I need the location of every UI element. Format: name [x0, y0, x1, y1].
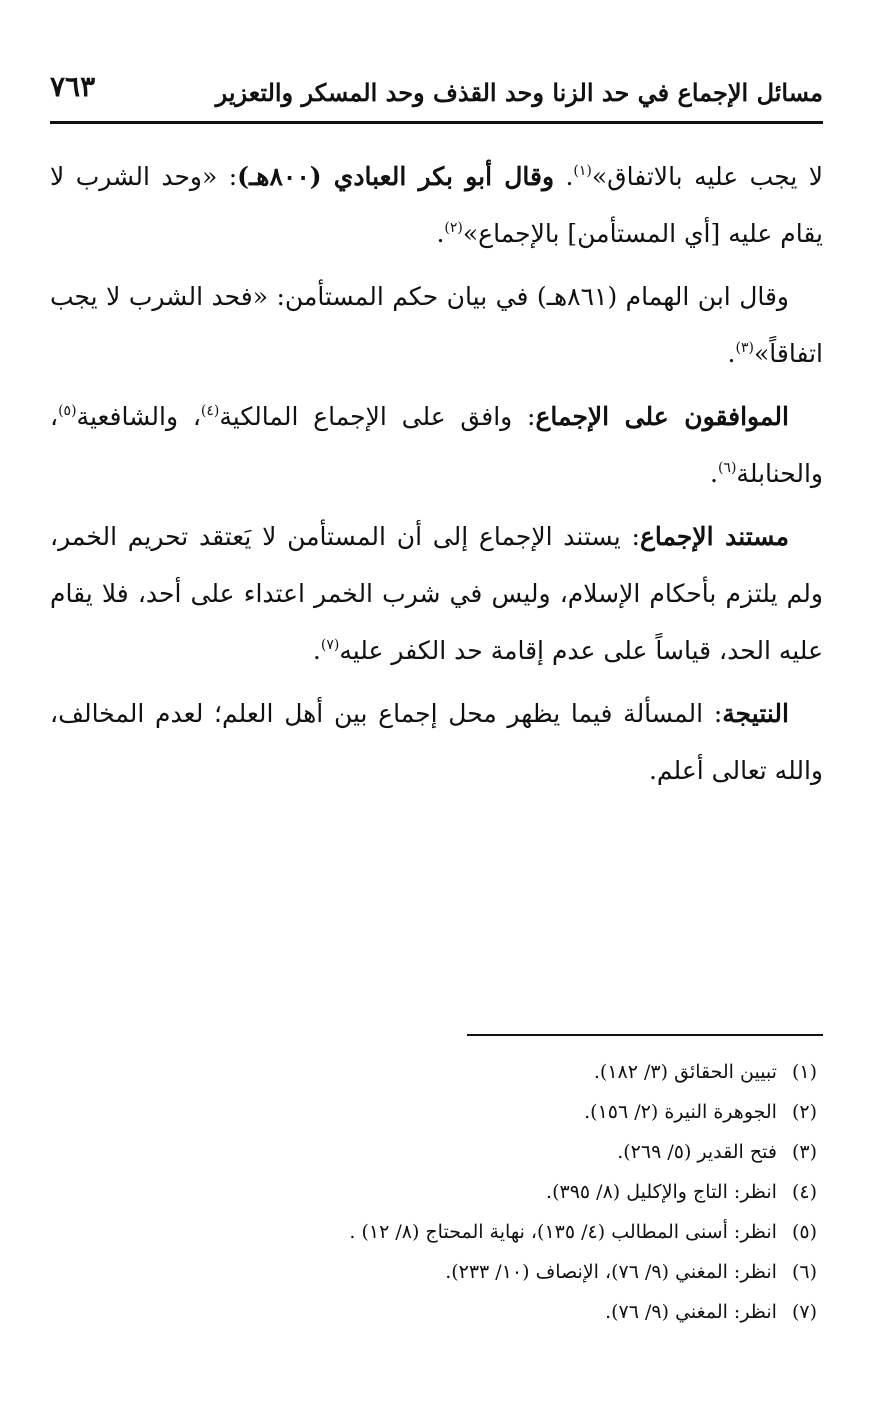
footnote-text: تبيين الحقائق (٣/ ١٨٢).: [593, 1061, 783, 1083]
footnote-number: (١): [791, 1061, 817, 1083]
text-run: : وافق على الإجماع المالكية: [219, 402, 536, 431]
footnote-marker: (٣): [735, 340, 754, 356]
text-run: وقال ابن الهمام (٨٦١هـ) في بيان حكم المستأمن: «فحد الشرب لا يجب اتفاقاً»: [50, 282, 823, 368]
paragraph: [50, 388, 823, 502]
footnote-item: [117, 1292, 817, 1332]
footnote-divider: [467, 1034, 823, 1036]
footnote-item: [117, 1092, 817, 1132]
bold-text: مستند الإجماع: [639, 522, 789, 551]
text-run: : «وحد الشرب لا يقام عليه [أي المستأمن] بالإجماع»: [50, 162, 823, 248]
footnote-marker: (٧): [320, 637, 340, 653]
paragraph: [50, 148, 823, 262]
paragraph: [50, 508, 823, 679]
footnote-text: انظر: أسنى المطالب (٤/ ١٣٥)، نهاية المحتاج (٨/ ١٢) .: [349, 1221, 783, 1243]
footnote-marker: (١): [573, 163, 592, 179]
paragraph: [50, 268, 823, 382]
main-text: [50, 148, 823, 805]
paragraph: [50, 685, 823, 799]
header-divider: [50, 121, 823, 124]
page-number: ٧٦٣: [50, 70, 96, 103]
text-run: : يستند الإجماع إلى أن المستأمن لا يَعتقد تحريم الخمر، ولم يلتزم بأحكام الإسلام، وليس في شرب الخمر اعتداء على أحد، فلا يقام عليه الحد، قياساً على عدم إقامة حد الكفر عليه: [50, 522, 823, 665]
text-run: .: [312, 636, 321, 665]
footnote-item: [117, 1132, 817, 1172]
footnote-marker: (٢): [444, 220, 463, 236]
text-run: .: [727, 339, 736, 368]
text-run: ، والحنابلة: [50, 402, 823, 488]
bold-text: الموافقون على الإجماع: [535, 402, 789, 431]
footnote-marker: (٤): [200, 403, 220, 419]
text-run: : المسألة فيما يظهر محل إجماع بين أهل العلم؛ لعدم المخالف، والله تعالى أعلم.: [50, 699, 823, 785]
running-title: مسائل الإجماع في حد الزنا وحد القذف وحد المسكر والتعزير: [215, 78, 823, 107]
footnotes: [117, 1052, 817, 1332]
footnote-text: فتح القدير (٥/ ٢٦٩).: [617, 1141, 783, 1163]
footnote-item: [117, 1172, 817, 1212]
footnote-number: (٣): [791, 1141, 817, 1163]
footnote-item: [117, 1052, 817, 1092]
footnote-text: انظر: المغني (٩/ ٧٦)، الإنصاف (١٠/ ٢٣٣).: [445, 1261, 783, 1283]
footnote-text: انظر: التاج والإكليل (٨/ ٣٩٥).: [546, 1181, 783, 1203]
text-run: .: [710, 459, 718, 488]
footnote-item: [117, 1252, 817, 1292]
book-page: [50, 60, 823, 1380]
footnote-marker: (٦): [717, 460, 737, 476]
footnote-text: الجوهرة النيرة (٢/ ١٥٦).: [584, 1101, 783, 1123]
text-run: لا يجب عليه بالاتفاق»: [591, 162, 823, 191]
page-header: [50, 60, 823, 122]
footnote-number: (٥): [791, 1221, 817, 1243]
text-run: ، والشافعية: [76, 402, 201, 431]
bold-text: النتيجة: [722, 699, 789, 728]
footnote-number: (٦): [791, 1261, 817, 1283]
footnote-number: (٧): [791, 1301, 817, 1323]
bold-text: وقال أبو بكر العبادي (٨٠٠هـ): [237, 162, 555, 191]
footnote-text: انظر: المغني (٩/ ٧٦).: [605, 1301, 783, 1323]
text-run: .: [554, 162, 574, 191]
footnote-marker: (٥): [58, 403, 77, 419]
footnote-item: [117, 1212, 817, 1252]
footnote-number: (٢): [791, 1101, 817, 1123]
text-run: .: [436, 219, 445, 248]
footnote-number: (٤): [791, 1181, 817, 1203]
